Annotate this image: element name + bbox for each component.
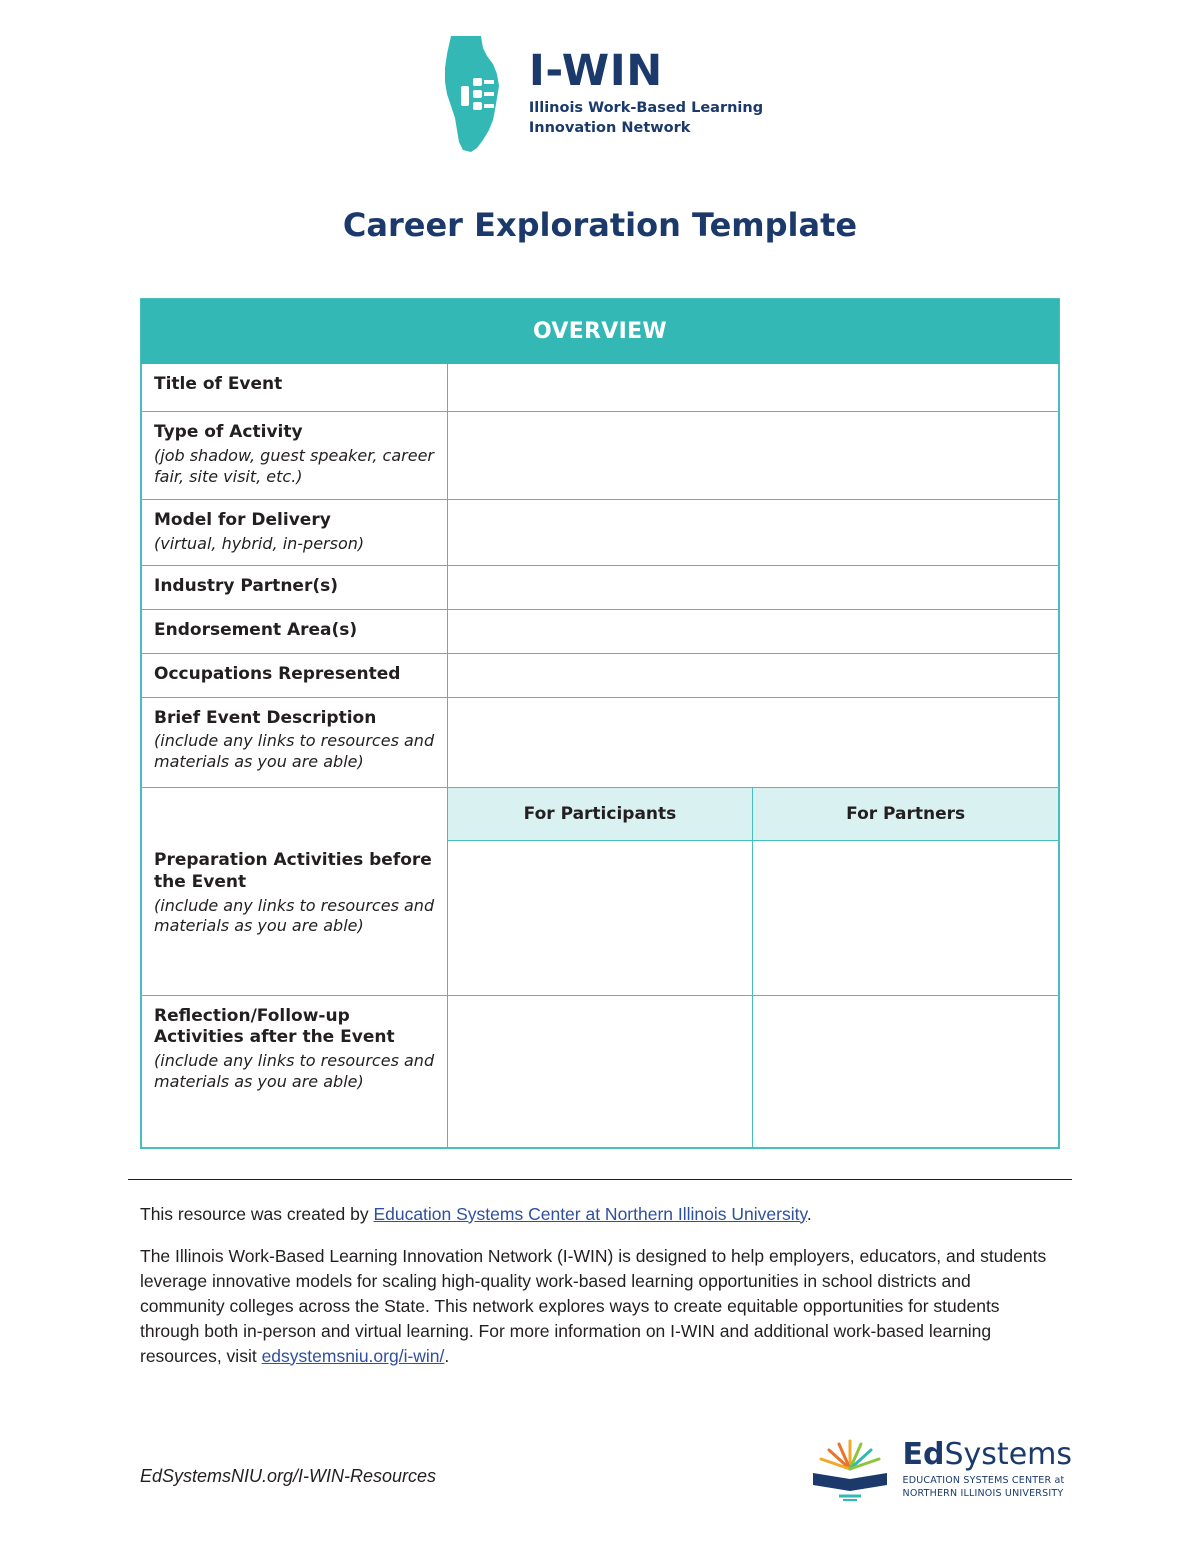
- credit-suffix: .: [806, 1203, 812, 1224]
- footer-text: [140, 1202, 1060, 1369]
- table-band-row: [142, 300, 1059, 364]
- row-label-text: Reflection/Follow-up Activities after the Event: [154, 1005, 395, 1048]
- row-input-preparation-partners[interactable]: [753, 840, 1059, 995]
- edsystems-name-prefix: Ed: [902, 1436, 945, 1472]
- column-header-partners: For Partners: [753, 787, 1059, 840]
- row-label-text: Type of Activity: [154, 422, 303, 442]
- edsystems-sunburst-book-icon: [809, 1439, 891, 1501]
- row-input-endorsement-areas[interactable]: [447, 609, 1058, 653]
- row-input-title-of-event[interactable]: [447, 364, 1058, 412]
- table-row: [142, 609, 1059, 653]
- resources-url[interactable]: EdSystemsNIU.org/I-WIN-Resources: [140, 1466, 437, 1486]
- edsystems-subtitle: [903, 1475, 1072, 1501]
- overview-table: [140, 298, 1060, 1149]
- illinois-state-outline-icon: [437, 34, 515, 154]
- table-row: [142, 364, 1059, 412]
- edsystems-name: [902, 1436, 1072, 1472]
- row-label-type-of-activity: [142, 412, 448, 500]
- row-label-hint: (virtual, hybrid, in-person): [154, 533, 365, 553]
- page-footer: [140, 1436, 1072, 1501]
- row-label-endorsement-areas: Endorsement Area(s): [142, 609, 448, 653]
- row-label-hint: (job shadow, guest speaker, career fair, site visit, etc.): [154, 445, 434, 486]
- iwin-tagline: [529, 99, 763, 138]
- edsystems-logo: [809, 1436, 1072, 1501]
- row-input-reflection-partners[interactable]: [753, 995, 1059, 1147]
- edsystems-subtitle-line1: EDUCATION SYSTEMS CENTER at: [902, 1474, 1065, 1486]
- row-label-text: Model for Delivery: [154, 510, 331, 530]
- row-label-reflection-activities: [142, 995, 448, 1147]
- iwin-wordmark: [528, 45, 764, 138]
- row-label-brief-event-description: [142, 697, 448, 787]
- row-label-hint: (include any links to resources and materials as you are able): [154, 895, 435, 936]
- row-label-text: Preparation Activities before the Event: [154, 850, 432, 892]
- row-input-occupations-represented[interactable]: [447, 653, 1058, 697]
- row-input-model-for-delivery[interactable]: [447, 500, 1058, 566]
- row-input-brief-event-description[interactable]: [447, 697, 1058, 787]
- row-label-occupations-represented: Occupations Represented: [142, 653, 448, 697]
- row-input-preparation-participants[interactable]: [447, 840, 753, 995]
- table-subheader-row: [142, 787, 1059, 840]
- table-row: [142, 565, 1059, 609]
- table-row: [142, 995, 1059, 1147]
- iwin-tagline-line1: Illinois Work-Based Learning: [528, 99, 764, 116]
- overview-band-label: OVERVIEW: [142, 300, 1059, 364]
- row-label-spacer: [142, 787, 448, 840]
- row-label-industry-partners: Industry Partner(s): [142, 565, 448, 609]
- iwin-tagline-line2: Innovation Network: [528, 119, 691, 136]
- iwin-wordmark-text: I-WIN: [528, 45, 663, 96]
- table-row: [142, 840, 1059, 995]
- table-row: [142, 412, 1059, 500]
- about-paragraph-end: .: [444, 1345, 450, 1366]
- footer-divider: [128, 1179, 1072, 1180]
- edsystems-subtitle-line2: NORTHERN ILLINOIS UNIVERSITY: [902, 1487, 1064, 1499]
- row-input-industry-partners[interactable]: [447, 565, 1058, 609]
- iwin-logo: [0, 0, 1200, 154]
- table-row: [142, 653, 1059, 697]
- row-label-hint: (include any links to resources and materials as you are able): [154, 1051, 435, 1091]
- credit-prefix: This resource was created by: [140, 1203, 374, 1224]
- edsystems-wordmark: [902, 1436, 1072, 1501]
- row-label-model-for-delivery: [142, 500, 448, 566]
- page-title: Career Exploration Template: [342, 206, 858, 244]
- row-input-type-of-activity[interactable]: [447, 412, 1058, 500]
- iwin-url-link[interactable]: edsystemsniu.org/i-win/: [261, 1345, 445, 1366]
- edsystems-link[interactable]: Education Systems Center at Northern Illinois University: [373, 1203, 807, 1224]
- column-header-participants: For Participants: [447, 787, 753, 840]
- row-label-hint: (include any links to resources and materials as you are able): [154, 731, 435, 772]
- table-row: [142, 697, 1059, 787]
- about-paragraph: [140, 1244, 1060, 1368]
- about-paragraph-text: The Illinois Work-Based Learning Innovation Network (I-WIN) is designed to help employers, educators, and students leverage innovative models for scaling high-quality work-based learning opportunities in school districts and community colleges across the State. This network explores ways to create equitable opportunities for students through both in-person and virtual learning. For more information on I-WIN and additional work-based learning resources, visit: [140, 1246, 1047, 1366]
- row-input-reflection-participants[interactable]: [447, 995, 753, 1147]
- row-label-preparation-activities: [142, 840, 448, 995]
- table-row: [142, 500, 1059, 566]
- credit-line: [140, 1202, 1060, 1227]
- edsystems-name-suffix: Systems: [944, 1436, 1072, 1472]
- row-label-text: Brief Event Description: [154, 707, 377, 728]
- row-label-title-of-event: Title of Event: [142, 364, 448, 412]
